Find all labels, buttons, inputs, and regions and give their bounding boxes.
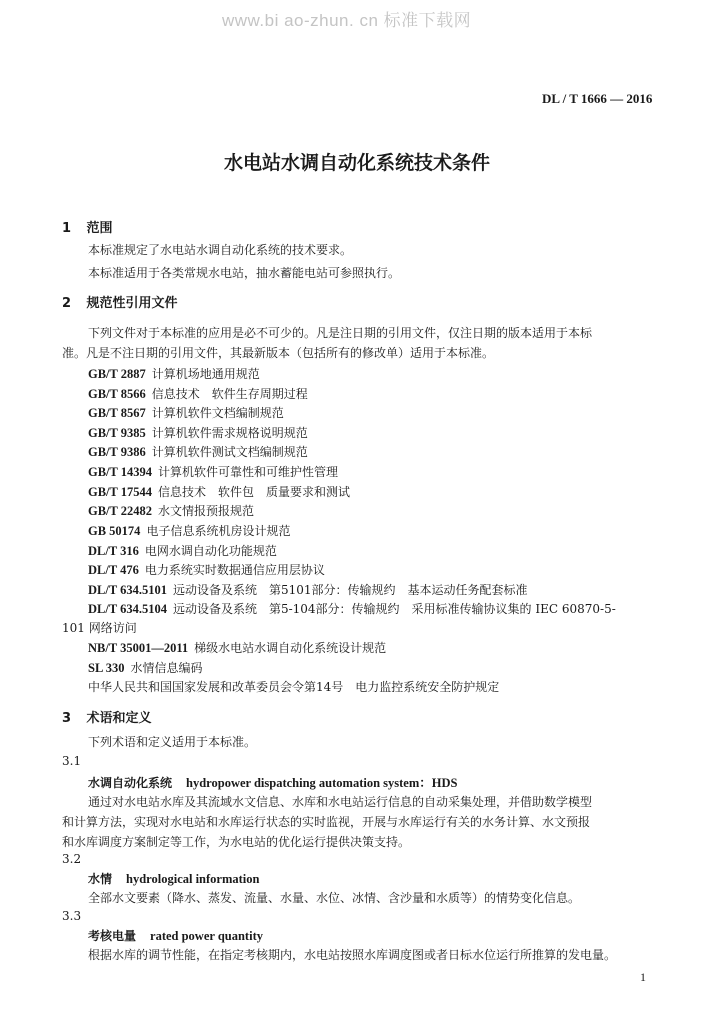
paragraph: 下列术语和定义适用于本标准。 [88, 735, 257, 749]
reference-title: 计算机软件测试文档编制规范 [151, 445, 308, 459]
reference-item [88, 659, 203, 676]
reference-code: GB/T 9386 [88, 445, 146, 459]
term-chinese: 水调自动化系统 [88, 776, 173, 790]
document-number: DL / T 1666 — 2016 [542, 91, 653, 106]
reference-title: 计算机场地通用规范 [151, 367, 260, 381]
reference-title: 电力系统实时数据通信应用层协议 [144, 563, 325, 577]
reference-item [88, 581, 528, 598]
reference-code: DL/T 634.5104 [88, 602, 167, 616]
reference-title: 远动设备及系统 第5101部分：传输规约 基本运动任务配套标准 [172, 583, 528, 597]
clause-number: 3.1 [62, 754, 82, 768]
reference-item [88, 365, 260, 382]
section-number: 2 [62, 296, 72, 311]
reference-code: GB/T 22482 [88, 504, 153, 518]
reference-code: DL/T 634.5101 [88, 583, 167, 597]
page-number: 1 [640, 970, 646, 984]
reference-title: 水情信息编码 [130, 661, 203, 675]
term-english: hydropower dispatching automation system：HDS [186, 776, 458, 790]
reference-decree: 中华人民共和国国家发展和改革委员会令第14号 电力监控系统安全防护规定 [88, 680, 500, 694]
reference-item [88, 600, 616, 617]
term-heading [88, 870, 259, 887]
document-title: 水电站水调自动化系统技术条件 [223, 152, 490, 174]
term-english: hydrological information [126, 872, 260, 886]
reference-code: GB/T 17544 [88, 485, 153, 499]
reference-item [88, 424, 308, 441]
reference-title: 计算机软件文档编制规范 [151, 406, 284, 420]
reference-code: GB 50174 [88, 524, 141, 538]
reference-title: 信息技术 软件包 质量要求和测试 [158, 485, 351, 499]
reference-code: DL/T 316 [88, 544, 139, 558]
term-heading [88, 773, 457, 791]
reference-title: 电网水调自动化功能规范 [144, 544, 277, 558]
paragraph: 准。凡是不注日期的引用文件，其最新版本（包括所有的修改单）适用于本标准。 [62, 346, 495, 360]
site-watermark: www.bi ao-zhun. cn 标准下载网 [222, 11, 472, 30]
section-number: 1 [62, 221, 72, 236]
reference-title: 梯级水电站水调自动化系统设计规范 [194, 641, 387, 655]
definition-line: 根据水库的调节性能，在指定考核期内，水电站按照水库调度图或者日标水位运行所推算的发电量。 [88, 948, 617, 962]
clause-number: 3.2 [62, 852, 82, 866]
reference-continuation: 101 网络访问 [62, 621, 137, 635]
reference-item [88, 404, 284, 421]
section-title: 术语和定义 [86, 711, 152, 726]
reference-item [88, 385, 308, 402]
reference-title: 信息技术 软件生存周期过程 [151, 387, 308, 401]
reference-code: SL 330 [88, 661, 125, 675]
reference-code: GB/T 8567 [88, 406, 146, 420]
definition-line: 和水库调度方案制定等工作，为水电站的优化运行提供决策支持。 [62, 835, 411, 849]
reference-code: NB/T 35001—2011 [88, 641, 189, 655]
reference-code: GB/T 8566 [88, 387, 146, 401]
reference-code: GB/T 14394 [88, 465, 153, 479]
reference-title: 远动设备及系统 第5-104部分：传输规约 采用标准传输协议集的 IEC 60870-5- [172, 602, 616, 616]
section-2-heading [62, 292, 178, 311]
term-chinese: 水情 [88, 872, 113, 886]
paragraph: 本标准规定了水电站水调自动化系统的技术要求。 [88, 243, 353, 257]
section-title: 范围 [86, 221, 113, 236]
section-1-heading [62, 217, 113, 236]
term-english: rated power quantity [150, 929, 263, 943]
reference-item [88, 483, 350, 500]
term-chinese: 考核电量 [88, 929, 137, 943]
reference-code: GB/T 2887 [88, 367, 146, 381]
reference-item [88, 561, 325, 578]
reference-title: 计算机软件可靠性和可维护性管理 [158, 465, 339, 479]
reference-title: 水文情报预报规范 [158, 504, 255, 518]
reference-item [88, 502, 254, 519]
reference-item [88, 443, 308, 460]
reference-item [88, 639, 386, 656]
definition-line: 全部水文要素（降水、蒸发、流量、水量、水位、冰情、含沙量和水质等）的情势变化信息。 [88, 891, 581, 905]
section-number: 3 [62, 711, 72, 726]
reference-item [88, 463, 338, 480]
clause-number: 3.3 [62, 909, 82, 923]
definition-line: 通过对水电站水库及其流域水文信息、水库和水电站运行信息的自动采集处理，并借助数学模型 [88, 795, 593, 809]
reference-item [88, 522, 290, 539]
paragraph: 下列文件对于本标准的应用是必不可少的。凡是注日期的引用文件，仅注日期的版本适用于本标 [88, 326, 593, 340]
reference-code: GB/T 9385 [88, 426, 146, 440]
reference-code: DL/T 476 [88, 563, 139, 577]
term-heading [88, 927, 263, 944]
definition-line: 和计算方法，实现对水电站和水库运行状态的实时监视，开展与水库运行有关的水务计算、水文预报 [62, 815, 591, 829]
section-3-heading [62, 707, 152, 726]
reference-item [88, 542, 277, 559]
paragraph: 本标准适用于各类常规水电站，抽水蓄能电站可参照执行。 [88, 266, 401, 280]
reference-title: 计算机软件需求规格说明规范 [151, 426, 308, 440]
section-title: 规范性引用文件 [86, 296, 178, 311]
reference-title: 电子信息系统机房设计规范 [146, 524, 291, 538]
